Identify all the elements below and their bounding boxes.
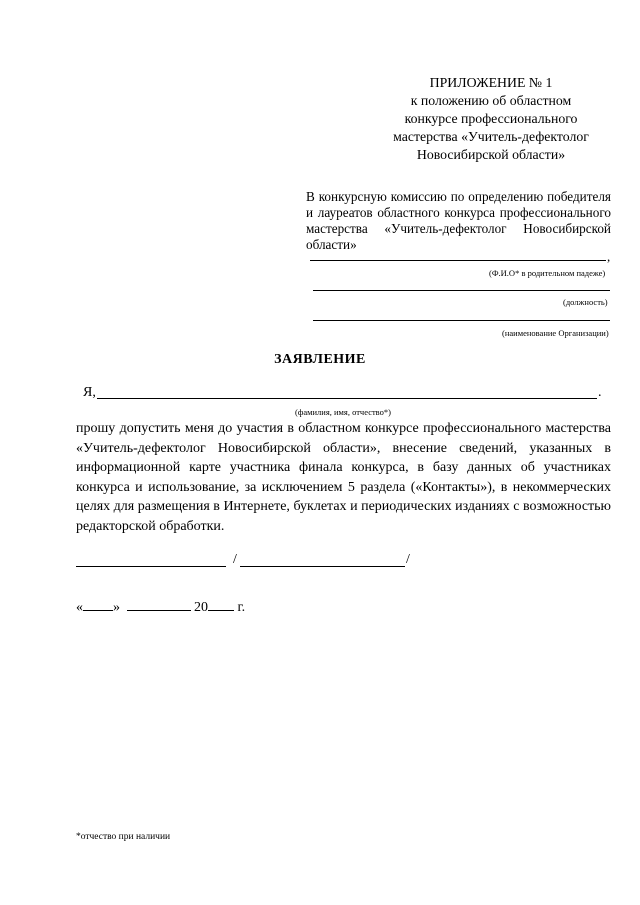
year-prefix: 20 bbox=[194, 600, 208, 615]
year-field[interactable] bbox=[208, 597, 234, 611]
signature-field-line[interactable] bbox=[76, 566, 226, 567]
position-caption: (должность) bbox=[563, 297, 608, 307]
commission-address: В конкурсную комиссию по определению победителя и лауреатов областного конкурса профессионального мастерства «Учитель-дефектолог Новосибирской области» bbox=[306, 189, 611, 252]
position-field-line[interactable] bbox=[313, 290, 610, 291]
footnote: *отчество при наличии bbox=[76, 832, 171, 842]
organization-field-line[interactable] bbox=[313, 320, 610, 321]
date-close-quote: » bbox=[113, 600, 120, 615]
appendix-line: Новосибирской области» bbox=[416, 147, 566, 162]
appendix-line: конкурсе профессионального bbox=[404, 111, 578, 126]
day-field[interactable] bbox=[83, 597, 113, 611]
organization-caption: (наименование Организации) bbox=[502, 328, 609, 338]
statement-body: прошу допустить меня до участия в областном конкурсе профессионального мастерства «Учитель-дефектолог Новосибирской области», внесение сведений, указанных в информационной карте участника финала конкурса, в базу данных об участниках конкурса и использование, за исключением 5 раздела («Контакты»), в некоммерческих целях для размещения в Интернете, буклетах и периодических изданиях с возможностью редакторской обработки. bbox=[76, 421, 611, 534]
full-name-caption: (фамилия, имя, отчество*) bbox=[295, 407, 391, 417]
full-name-field-line[interactable] bbox=[97, 398, 597, 399]
ya-label: Я, bbox=[83, 385, 96, 400]
appendix-line: к положению об областном bbox=[410, 93, 572, 108]
name-end-dot: . bbox=[598, 385, 602, 400]
signature-slash-open: / bbox=[233, 552, 237, 567]
fio-field-line[interactable] bbox=[310, 260, 606, 261]
year-suffix: г. bbox=[237, 600, 246, 615]
date-open-quote: « bbox=[76, 600, 83, 615]
month-field[interactable] bbox=[127, 597, 191, 611]
signature-decryption-line[interactable] bbox=[240, 566, 405, 567]
fio-caption: (Ф.И.О* в родительном падеже) bbox=[489, 268, 606, 278]
signature-slash-close: / bbox=[406, 552, 410, 567]
statement-title: ЗАЯВЛЕНИЕ bbox=[274, 352, 366, 367]
appendix-line: ПРИЛОЖЕНИЕ № 1 bbox=[429, 75, 553, 90]
date-row bbox=[76, 597, 245, 616]
fio-comma: , bbox=[607, 249, 611, 264]
appendix-header bbox=[360, 74, 622, 164]
appendix-line: мастерства «Учитель-дефектолог bbox=[393, 129, 589, 144]
